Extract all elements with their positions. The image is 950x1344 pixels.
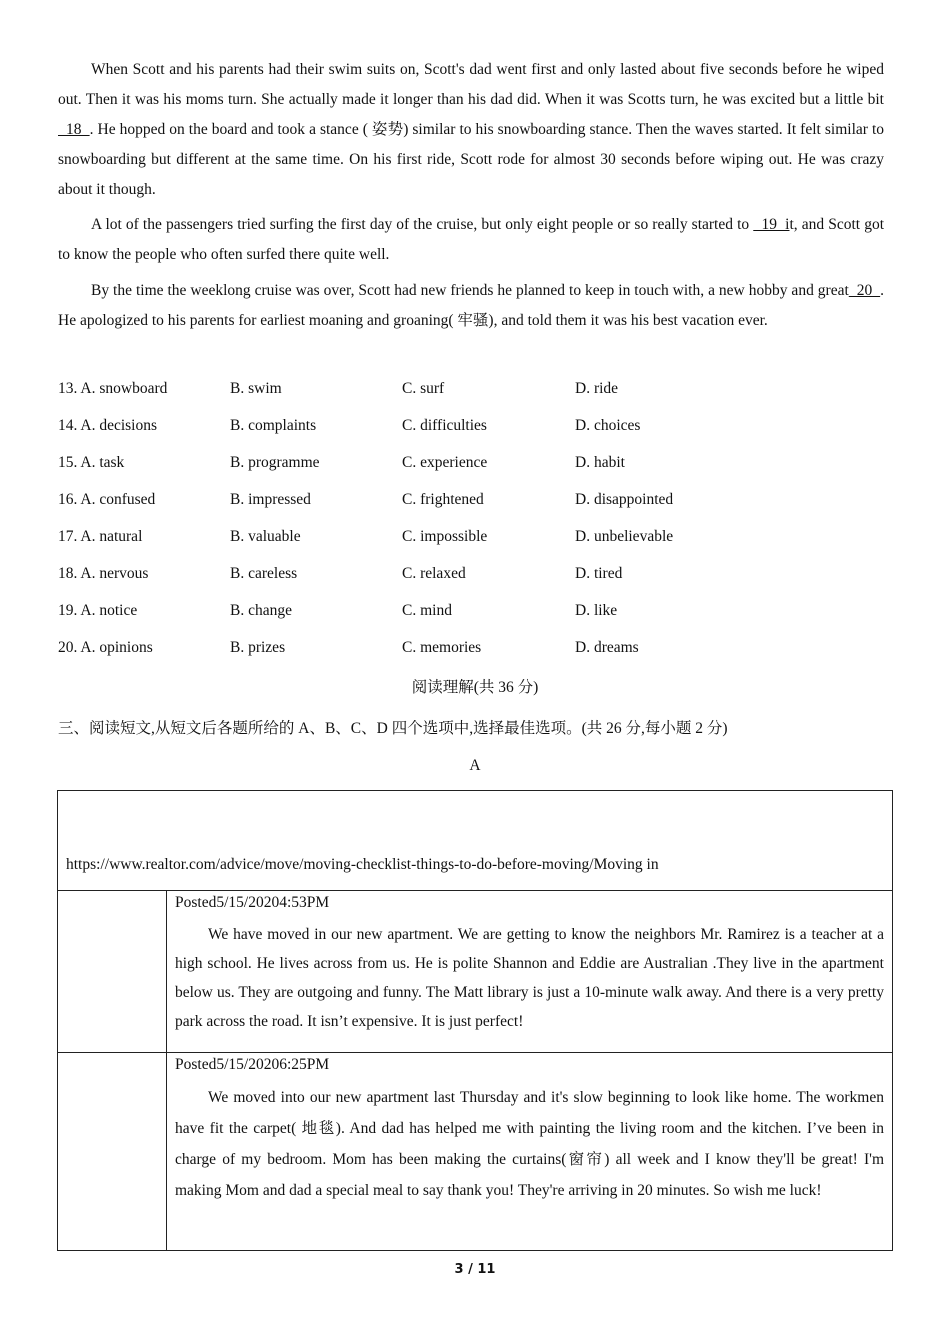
option-c: C. memories [402,639,482,656]
post-timestamp: Posted5/15/20206:25PM [175,1056,330,1073]
answer-blank-19: 19 i [753,216,790,233]
source-url: https://www.realtor.com/advice/move/moving-checklist-things-to-do-before-moving/Moving in [66,856,659,873]
post-body: We moved into our new apartment last Thursday and it's slow beginning to look like home. The workmen have fit the carpet( 地毯). And dad has helped me with painting the living room and the kitchen. I’ve been in charge of my bedroom. Mom has been making the curtains(窗帘) all week and I know they'll be great! I'm making Mom and dad a special meal to say thank you! They're arriving in 20 minutes. So wish me luck! [175,1089,884,1199]
option-b: B. prizes [230,639,286,656]
paragraph-text: When Scott and his parents had their swim suits on, Scott's dad went first and only lasted about five seconds before he wiped out. Then it was his moms turn. She actually made it longer than his dad did. When it was Scotts turn, he was excited but a little bit [58,61,884,108]
option-d: D. like [575,602,618,619]
section-heading: 阅读理解(共 36 分) [411,679,539,696]
option-d: D. choices [575,417,641,434]
paragraph-text: . He apologized to his parents for earliest moaning and groaning( 牢骚), and told them it was his best vacation ever. [58,282,885,329]
option-a: 16. A. confused [58,491,156,508]
option-b: B. change [230,602,292,619]
url-row [58,791,893,891]
option-c: C. impossible [402,528,488,545]
option-b: B. careless [230,565,298,582]
option-c: C. relaxed [402,565,466,582]
paragraph-text: A lot of the passengers tried surfing the first day of the cruise, but only eight people or so really started to [91,216,750,233]
option-d: D. ride [575,380,619,397]
paragraph-text: . He hopped on the board and took a stance ( 姿势) similar to his snowboarding stance. Then the waves started. It felt similar to snowboarding but different at the same time. On his first ride, Scott rode for almost 30 seconds before wiping out. He was crazy about it though. [58,121,884,198]
option-c: C. surf [402,380,445,397]
option-d: D. unbelievable [575,528,674,545]
passage-paragraph-3 [58,276,884,336]
url-cell [58,791,893,891]
option-a: 18. A. nervous [58,565,149,582]
paragraph-text: By the time the weeklong cruise was over, Scott had new friends he planned to keep in touch with, a new hobby and great [91,282,849,299]
option-b: B. swim [230,380,282,397]
answer-blank-18: 18 [58,121,90,138]
option-d: D. habit [575,454,625,471]
part-label: A [469,757,481,774]
page-number: 3 / 11 [454,1262,496,1277]
post-timestamp: Posted5/15/20204:53PM [175,894,330,911]
post-body: We have moved in our new apartment. We are getting to know the neighbors Mr. Ramirez is a teacher at a high school. He lives across from us. He is polite Shannon and Eddie are Australian .They live in the apartment below us. They are outgoing and funny. The Matt library is just a 10-minute walk away. And there is a very pretty park across the road. It isn’t expensive. It is just perfect! [175,926,884,1030]
option-a: 20. A. opinions [58,639,153,656]
message-board-table [57,790,893,1251]
option-d: D. dreams [575,639,639,656]
post-left-cell [58,1053,167,1251]
option-c: C. mind [402,602,452,619]
option-a: 15. A. task [58,454,125,471]
option-d: D. disappointed [575,491,674,508]
option-b: B. impressed [230,491,311,508]
option-a: 19. A. notice [58,602,138,619]
option-c: C. frightened [402,491,484,508]
option-a: 17. A. natural [58,528,143,545]
option-d: D. tired [575,565,623,582]
post-content-cell [167,1053,893,1251]
option-a: 13. A. snowboard [58,380,168,397]
post-left-cell [58,891,167,1053]
option-a: 14. A. decisions [58,417,158,434]
option-c: C. difficulties [402,417,487,434]
passage-paragraph-2 [58,210,884,270]
section-instruction: 三、阅读短文,从短文后各题所给的 A、B、C、D 四个选项中,选择最佳选项。(共 26 分,每小题 2 分) [58,720,728,737]
passage-paragraph-1 [58,55,884,205]
option-b: B. programme [230,454,320,471]
answer-blank-20: 20 [848,282,881,299]
option-b: B. valuable [230,528,301,545]
paragraph-text: t, and Scott got to know the people who often surfed there quite well. [58,216,885,263]
post-content-cell [167,891,893,1053]
post-row [58,1053,893,1251]
option-b: B. complaints [230,417,317,434]
post-row [58,891,893,1053]
option-c: C. experience [402,454,488,471]
